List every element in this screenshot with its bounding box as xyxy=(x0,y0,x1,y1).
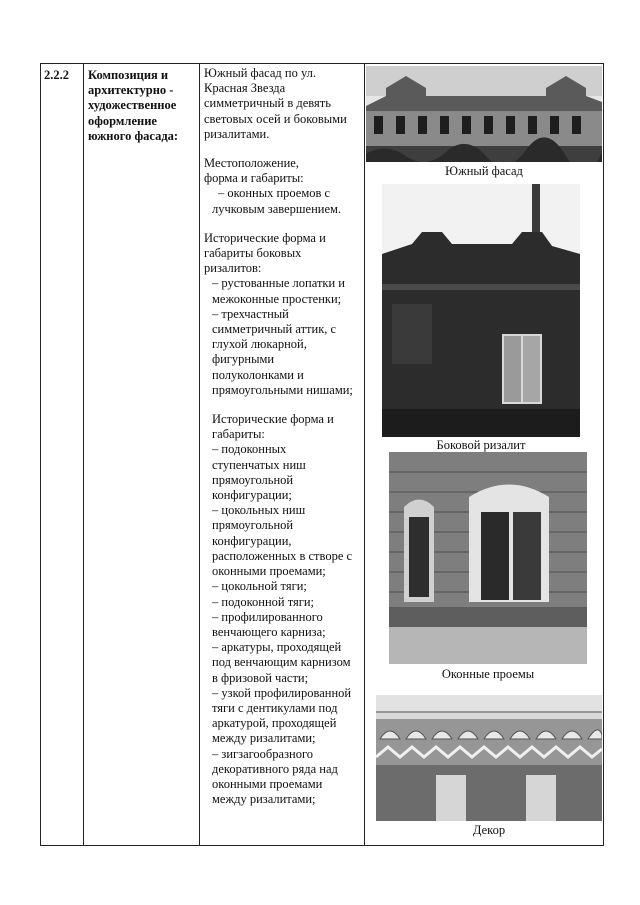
location-item: лучковым завершением. xyxy=(212,201,342,216)
historic-item: расположенных в створе с xyxy=(212,548,353,563)
intro-line: ризалитами. xyxy=(204,126,270,141)
title-line: художественное xyxy=(88,98,177,113)
historic-item: конфигурации; xyxy=(212,488,292,503)
title-line: оформление xyxy=(88,113,157,128)
risalit-item: фигурными xyxy=(212,352,275,367)
risalit-item: межоконные простенки; xyxy=(212,291,342,306)
intro-line: Южный фасад по ул. xyxy=(204,66,317,80)
title-line: архитектурно - xyxy=(88,83,174,98)
historic-item: – зигзагообразного xyxy=(212,746,314,761)
historic-item: – подоконных xyxy=(212,442,287,457)
intro-line: световых осей и боковыми xyxy=(204,111,347,126)
side-risalit-photo xyxy=(382,184,580,437)
historic-item: между ризалитами; xyxy=(212,731,316,746)
historic-item: аркатурой, проходящей xyxy=(212,716,337,731)
historic-item: прямоугольной xyxy=(212,518,294,533)
side-risalit-caption: Боковой ризалит xyxy=(436,438,526,452)
south-facade-caption: Южный фасад xyxy=(445,164,523,178)
window-openings-photo xyxy=(389,452,587,664)
historic-item: под венчающим карнизом xyxy=(212,655,351,670)
row-title xyxy=(88,68,200,144)
table-top-border xyxy=(40,63,604,64)
description-cell xyxy=(204,66,372,807)
historic-item: ступенчатых ниш xyxy=(212,457,306,472)
decor-caption: Декор xyxy=(472,823,506,837)
risalit-item: – рустованные лопатки и xyxy=(212,276,345,291)
location-heading: форма и габариты: xyxy=(204,171,304,186)
location-item: – оконных проемов с xyxy=(218,186,331,201)
window-openings-caption: Оконные проемы xyxy=(441,667,535,681)
historic-heading: Исторические форма и xyxy=(212,412,334,427)
historic-item: – узкой профилированной xyxy=(212,685,352,700)
historic-item: – цокольных ниш xyxy=(212,503,306,518)
historic-item: – цокольной тяги; xyxy=(212,579,307,594)
south-facade-photo xyxy=(366,66,602,162)
table-right-border xyxy=(603,63,604,846)
historic-item: – подоконной тяги; xyxy=(212,594,315,609)
risalit-item: полуколонками и xyxy=(212,367,304,382)
risalit-heading: ризалитов: xyxy=(204,261,262,276)
location-heading: Местоположение, xyxy=(204,156,299,171)
title-line: Композиция и xyxy=(88,68,169,82)
title-line: южного фасада: xyxy=(88,128,179,143)
historic-item: венчающего карниза; xyxy=(212,624,326,639)
historic-heading: габариты: xyxy=(212,427,265,442)
historic-item: между ризалитами; xyxy=(212,792,316,807)
table-bottom-border xyxy=(40,845,604,846)
risalit-item: глухой люкарной, xyxy=(212,337,307,352)
risalit-item: прямоугольными нишами; xyxy=(212,382,353,397)
historic-item: тяги с дентикулами под xyxy=(212,700,338,715)
historic-item: декоративного ряда над xyxy=(212,761,338,776)
intro-line: симметричный в девять xyxy=(204,96,331,111)
table-left-border xyxy=(40,63,41,846)
column-divider-2 xyxy=(199,63,200,846)
risalit-heading: габариты боковых xyxy=(204,246,302,261)
historic-item: – профилированного xyxy=(212,609,323,624)
intro-line: Красная Звезда xyxy=(204,81,286,96)
historic-item: в фризовой части; xyxy=(212,670,309,685)
risalit-heading: Исторические форма и xyxy=(204,230,326,245)
risalit-item: – трехчастный xyxy=(212,306,289,321)
historic-item: прямоугольной xyxy=(212,472,294,487)
risalit-item: симметричный аттик, с xyxy=(212,322,337,337)
historic-item: конфигурации, xyxy=(212,533,292,548)
column-divider-1 xyxy=(83,63,84,846)
decor-photo xyxy=(376,695,602,821)
historic-item: – аркатуры, проходящей xyxy=(212,640,342,655)
historic-item: оконными проемами xyxy=(212,776,323,791)
historic-item: оконными проемами; xyxy=(212,564,326,579)
row-number: 2.2.2 xyxy=(44,68,69,82)
